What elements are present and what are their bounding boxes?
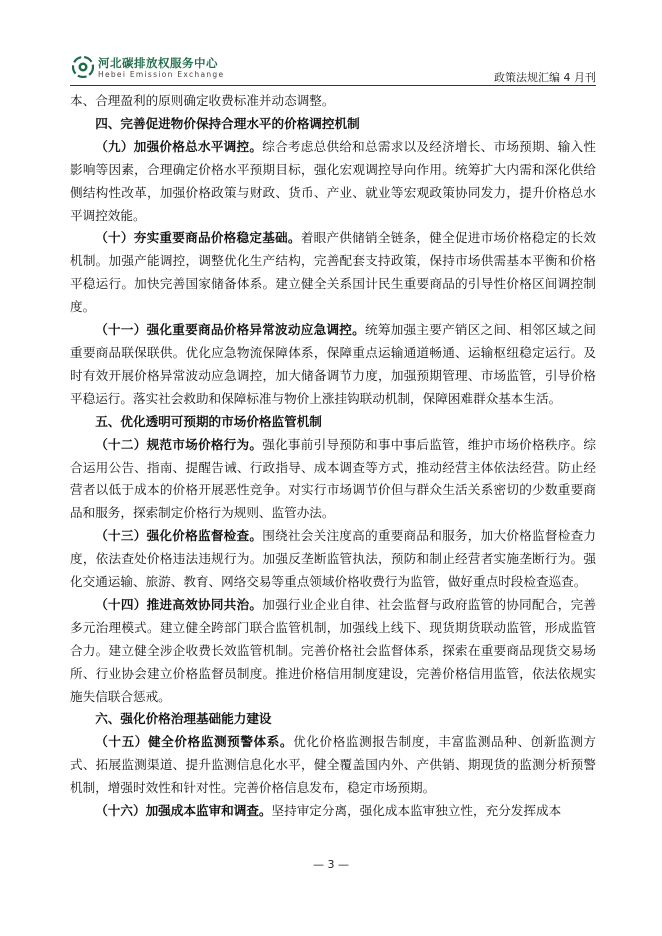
section-heading: 四、完善促进物价保持合理水平的价格调控机制 [95, 115, 360, 131]
paragraph [70, 136, 596, 228]
page-header [0, 0, 662, 90]
clause-body: 统筹加强主要产销区之间、相邻区域之间重要商品联保联供。优化应急物流保障体系，保障重点运输通道畅通、运输枢纽稳定运行。及时有效开展价格异常波动应急调控，加大储备调节力度，加强预期管理、市场监管，引导价格平稳运行。落实社会救助和保障标准与物价上涨挂钩联动机制，保障困难群众基本生活。 [70, 322, 597, 406]
header-divider [70, 85, 596, 86]
clause-body: 强化事前引导预防和事中事后监管，维护市场价格秩序。综合运用公告、指南、提醒告诫、行政指导、成本调查等方式，推动经营主体依法经营。防止经营者以低于成本的价格开展恶性竞争。对实行市场调节价但与群众生活关系密切的少数重要商品和服务，探索制定价格行为规则、监管办法。 [70, 436, 597, 521]
org-name-cn: 河北碳排放权服务中心 [98, 56, 218, 70]
clause-body: 加强行业企业自律、社会监督与政府监管的协同配合，完善多元治理模式。建立健全跨部门联合监管机制，加强线上线下、现货期货联动监管，形成监管合力。建立健全涉企收费长效监管机制。完善价格社会监督体系，探索在重要商品现货交易场所、行业协会建立价格监督员制度。推进价格信用制度建设，完善价格信用监管，依法依规实施失信联合惩戒。 [70, 596, 597, 704]
logo-icon [72, 56, 94, 78]
clause-title: （十六）加强成本监审和调查。 [95, 803, 272, 819]
paragraph [70, 800, 596, 823]
clause-body: 着眼产供储销全链条，健全促进市场价格稳定的长效机制。加强产能调控，调整优化生产结构，完善配套支持政策，保持市场供需基本平衡和价格平稳运行。加快完善国家储备体系。建立健全关系国计民生重要商品的引导性价格区间调控制度。 [70, 230, 597, 315]
clause-title: （十一）强化重要商品价格异常波动应急调控。 [95, 322, 365, 338]
page-number: — 3 — [313, 858, 349, 871]
clause-body: 综合考虑总供给和总需求以及经济增长、市场预期、输入性影响等因素，合理确定价格水平预期目标，强化宏观调控导向作用。统筹扩大内需和深化供给侧结构性改革，加强价格政策与财政、货币、产业、就业等宏观政策协同发力，提升价格总水平调控效能。 [70, 138, 597, 223]
paragraph [70, 731, 596, 800]
clause-body: 优化价格监测报告制度，丰富监测品种、创新监测方式、拓展监测渠道、提升监测信息化水平，健全覆盖国内外、产供销、期现货的监测分析预警机制，增强时效性和针对性。完善价格信息发布，稳定市场预期。 [70, 734, 597, 796]
paragraph [70, 227, 596, 319]
paragraph [70, 594, 596, 709]
document-body [70, 90, 596, 823]
clause-body: 坚持审定分离，强化成本监审独立性，充分发挥成本 [271, 803, 562, 819]
section-heading: 六、强化价格治理基础能力建设 [95, 711, 272, 727]
clause-title: （十三）强化价格监督检查。 [95, 528, 263, 544]
paragraph [70, 525, 596, 594]
clause-title: （十）夯实重要商品价格稳定基础。 [95, 230, 301, 246]
org-name-en: Hebei Emission Exchange [98, 70, 225, 79]
publication-title: 政策法规汇编 4 月刊 [494, 71, 596, 84]
paragraph: 本、合理盈利的原则确定收费标准并动态调整。 [70, 93, 335, 108]
clause-title: （十四）推进高效协同共治。 [95, 596, 263, 612]
paragraph [70, 319, 596, 411]
clause-title: （十二）规范市场价格行为。 [95, 436, 263, 452]
clause-body: 围绕社会关注度高的重要商品和服务，加大价格监督检查力度，依法查处价格违法违规行为。加强反垄断监管执法，预防和制止经营者实施垄断行为。强化交通运输、旅游、教育、网络交易等重点领域价格收费行为监管，做好重点时段检查巡查。 [70, 528, 597, 590]
paragraph [70, 434, 596, 526]
section-heading: 五、优化透明可预期的市场价格监管机制 [95, 413, 322, 429]
clause-title: （十五）健全价格监测预警体系。 [95, 734, 294, 750]
clause-title: （九）加强价格总水平调控。 [95, 138, 263, 154]
